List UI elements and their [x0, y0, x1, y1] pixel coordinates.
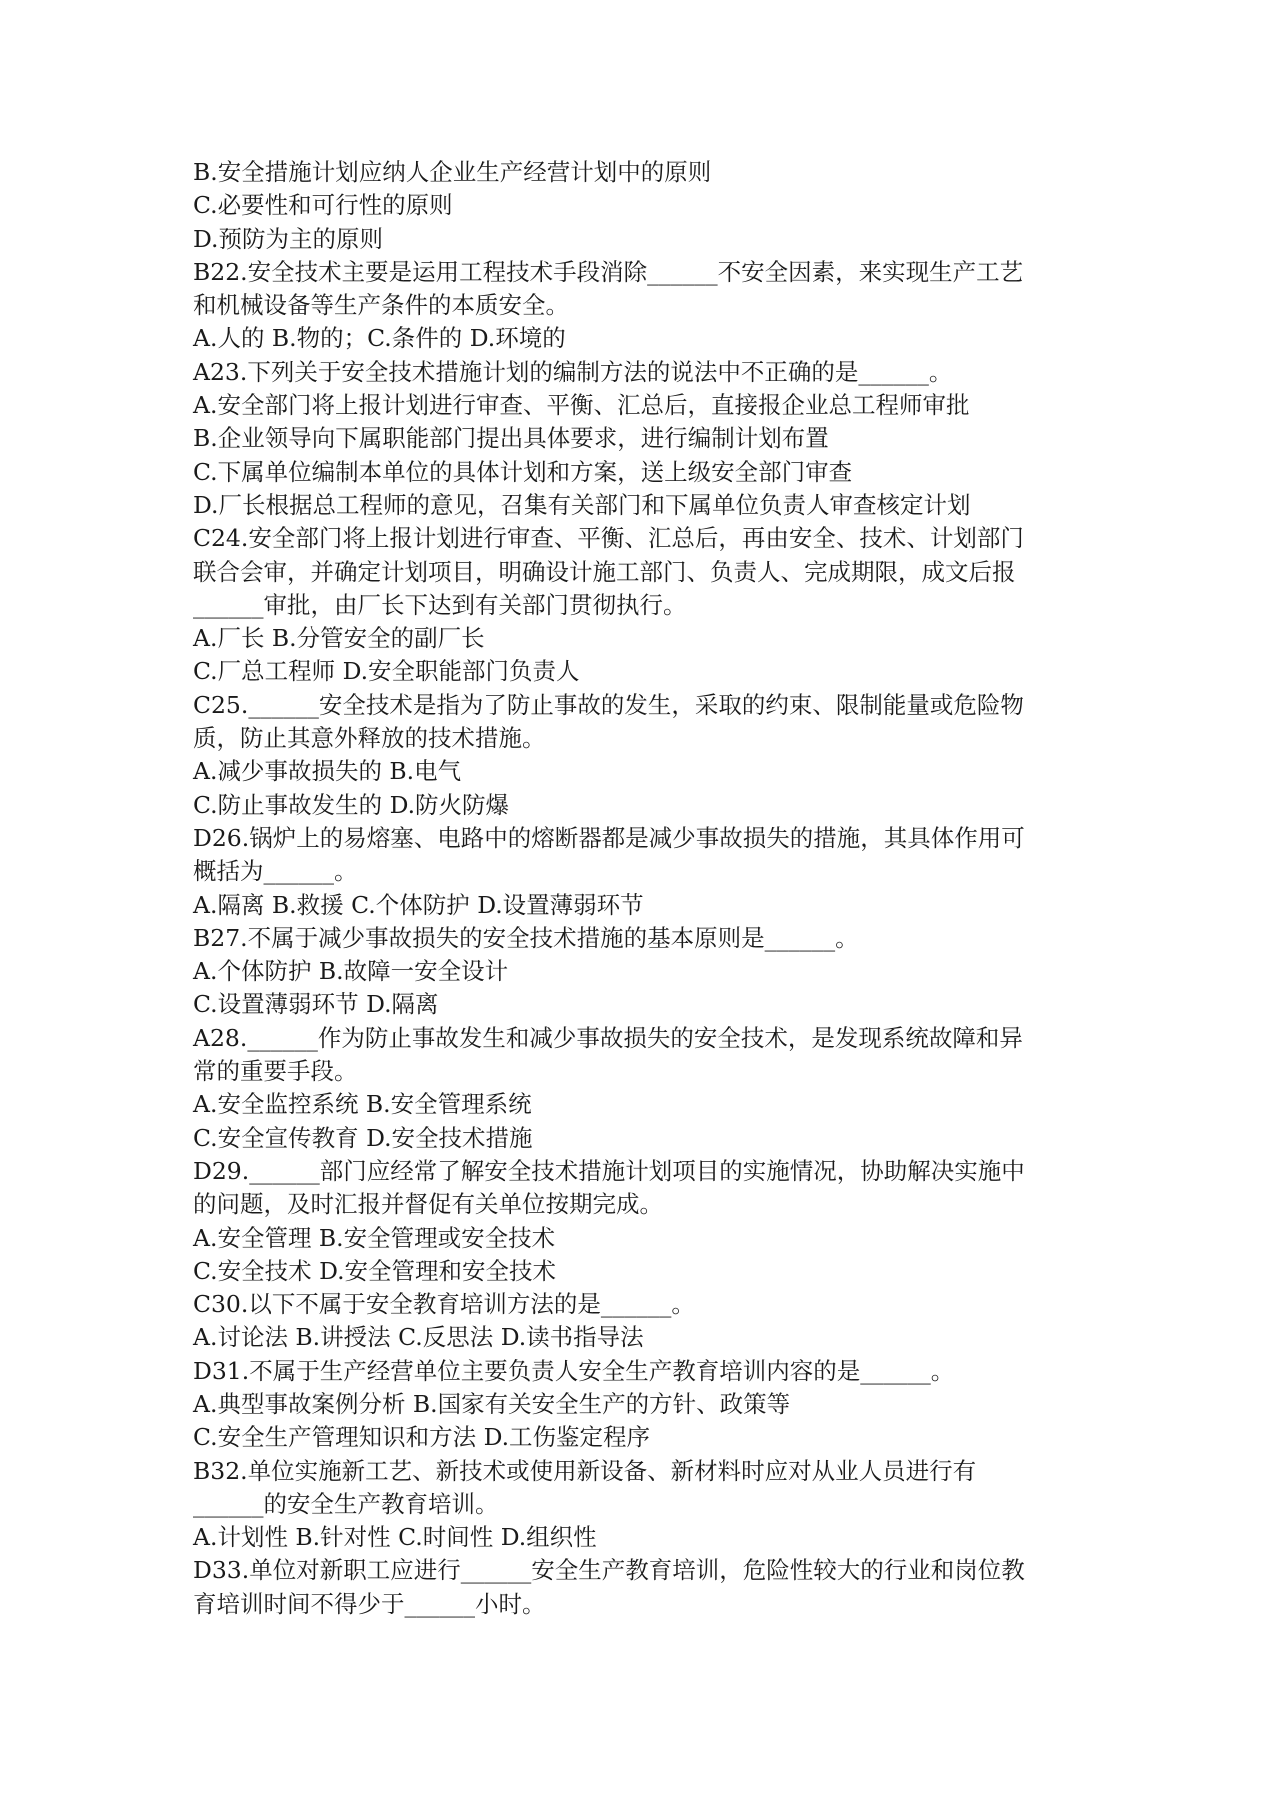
text-line: B.企业领导向下属职能部门提出具体要求，进行编制计划布置: [193, 424, 829, 453]
text-line: D29.______部门应经常了解安全技术措施计划项目的实施情况，协助解决实施中: [193, 1156, 1025, 1185]
text-line: A.人的 B.物的；C.条件的 D.环境的: [193, 324, 566, 353]
text-line: A.减少事故损失的 B.电气: [193, 757, 462, 786]
text-line: B22.安全技术主要是运用工程技术手段消除______不安全因素，来实现生产工艺: [193, 257, 1024, 286]
text-line: 质，防止其意外释放的技术措施。: [193, 724, 546, 753]
text-line: 联合会审，并确定计划项目，明确设计施工部门、负责人、完成期限，成文后报: [193, 557, 1016, 586]
text-line: A.安全监控系统 B.安全管理系统: [193, 1090, 532, 1119]
text-line: A23.下列关于安全技术措施计划的编制方法的说法中不正确的是______。: [193, 357, 953, 386]
text-line: C.防止事故发生的 D.防火防爆: [193, 790, 510, 819]
text-line: B27.不属于减少事故损失的安全技术措施的基本原则是______。: [193, 923, 859, 952]
text-line: C.安全生产管理知识和方法 D.工伤鉴定程序: [193, 1423, 651, 1452]
text-line: B.安全措施计划应纳人企业生产经营计划中的原则: [193, 158, 712, 186]
text-line: 常的重要手段。: [193, 1057, 358, 1086]
text-line: A28.______作为防止事故发生和减少事故损失的安全技术，是发现系统故障和异: [193, 1023, 1023, 1052]
text-line: B32.单位实施新工艺、新技术或使用新设备、新材料时应对从业人员进行有: [193, 1456, 977, 1485]
text-line: C.必要性和可行性的原则: [193, 191, 453, 220]
text-line: A.安全管理 B.安全管理或安全技术: [193, 1223, 556, 1252]
text-line: C25.______安全技术是指为了防止事故的发生，采取的约束、限制能量或危险物: [193, 690, 1024, 719]
text-line: C.厂总工程师 D.安全职能部门负责人: [193, 657, 580, 686]
text-line: 育培训时间不得少于______小时。: [193, 1589, 546, 1618]
text-line: 的问题，及时汇报并督促有关单位按期完成。: [193, 1190, 663, 1219]
text-line: ______审批，由厂长下达到有关部门贯彻执行。: [193, 590, 687, 619]
text-line: D26.锅炉上的易熔塞、电路中的熔断器都是减少事故损失的措施，其具体作用可: [193, 823, 1025, 852]
text-line: D33.单位对新职工应进行______安全生产教育培训，危险性较大的行业和岗位教: [193, 1556, 1025, 1585]
text-line: 概括为______。: [193, 857, 358, 886]
text-line: C30.以下不属于安全教育培训方法的是______。: [193, 1290, 695, 1319]
text-line: D31.不属于生产经营单位主要负责人安全生产教育培训内容的是______。: [193, 1356, 955, 1385]
text-line: A.安全部门将上报计划进行审查、平衡、汇总后，直接报企业总工程师审批: [193, 391, 970, 420]
text-line: D.厂长根据总工程师的意见，召集有关部门和下属单位负责人审查核定计划: [193, 490, 971, 519]
text-line: C.安全宣传教育 D.安全技术措施: [193, 1123, 533, 1152]
text-line: C.设置薄弱环节 D.隔离: [193, 990, 439, 1019]
text-line: ______的安全生产教育培训。: [193, 1489, 499, 1518]
text-line: C.下属单位编制本单位的具体计划和方案，送上级安全部门审查: [193, 457, 853, 486]
document-page: [193, 156, 1093, 1621]
text-line: C.安全技术 D.安全管理和安全技术: [193, 1256, 557, 1285]
text-line: C24.安全部门将上报计划进行审查、平衡、汇总后，再由安全、技术、计划部门: [193, 524, 1024, 553]
text-line: A.厂长 B.分管安全的副厂长: [193, 624, 485, 653]
text-line: 和机械设备等生产条件的本质安全。: [193, 291, 569, 320]
text-line: A.典型事故案例分析 B.国家有关安全生产的方针、政策等: [193, 1389, 791, 1418]
text-line: A.个体防护 B.故障一安全设计: [193, 957, 509, 986]
text-line: A.隔离 B.救援 C.个体防护 D.设置薄弱环节: [193, 890, 644, 919]
text-line: D.预防为主的原则: [193, 224, 383, 253]
text-line: A.计划性 B.针对性 C.时间性 D.组织性: [193, 1523, 597, 1552]
text-line: A.讨论法 B.讲授法 C.反思法 D.读书指导法: [193, 1323, 644, 1352]
